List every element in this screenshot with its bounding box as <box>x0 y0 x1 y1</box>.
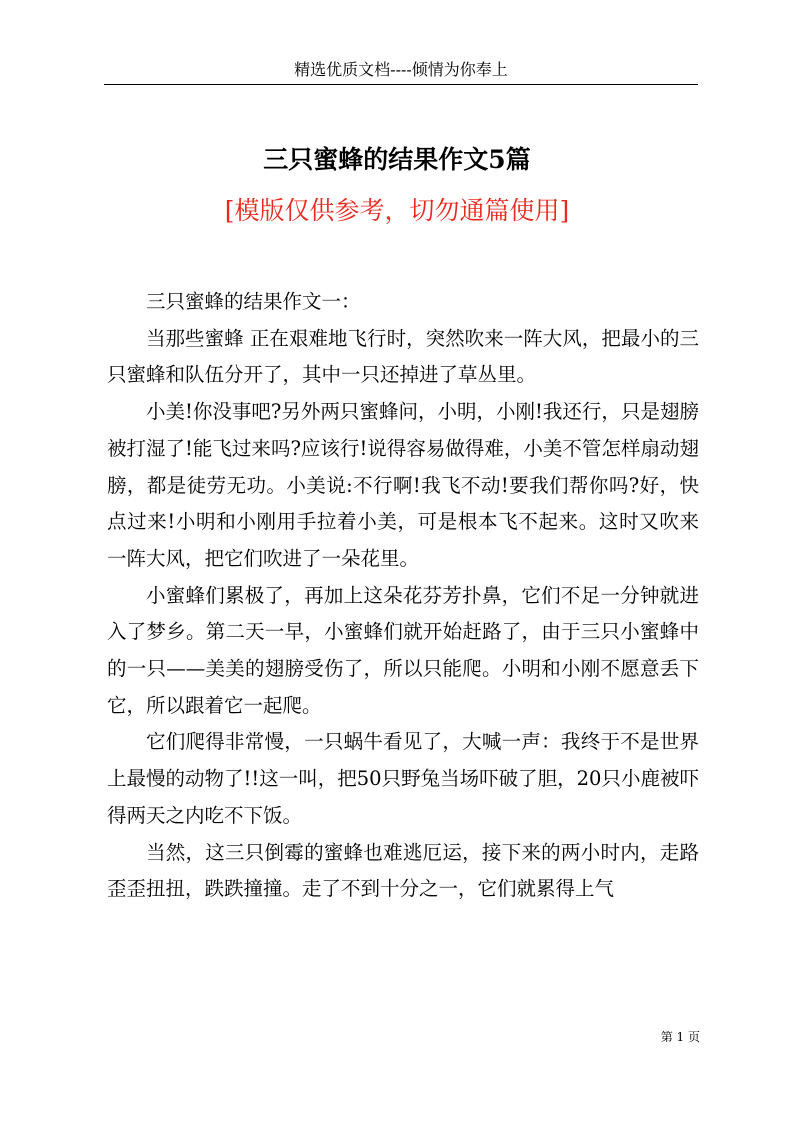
document-subtitle: [模版仅供参考，切勿通篇使用] <box>224 196 570 225</box>
paragraph-2: 当那些蜜蜂 正在艰难地飞行时，突然吹来一阵大风，把最小的三只蜜蜂和队伍分开了，其中一只还掉进了草丛里。 <box>107 326 699 387</box>
page-header <box>104 58 698 85</box>
paragraph-4: 小蜜蜂们累极了，再加上这朵花芬芳扑鼻，它们不足一分钟就进入了梦乡。第二天一早，小蜜蜂们就开始赶路了，由于三只小蜜蜂中的一只——美美的翅膀受伤了，所以只能爬。小明和小刚不愿意丢下它，所以跟着它一起爬。 <box>107 583 699 717</box>
document-body <box>107 284 699 908</box>
paragraph-5: 它们爬得非常慢，一只蜗牛看见了，大喊一声：我终于不是世界上最慢的动物了!!这一叫，把50只野兔当场吓破了胆，20只小鹿被吓得两天之内吃不下饭。 <box>107 730 699 827</box>
paragraph-1: 三只蜜蜂的结果作文一： <box>146 290 361 313</box>
document-title: 三只蜜蜂的结果作文5篇 <box>263 145 531 174</box>
page-number: 第 1 页 <box>660 1030 700 1044</box>
paragraph-3: 小美!你没事吧?另外两只蜜蜂问，小明，小刚!我还行，只是翅膀被打湿了!能飞过来吗?应该行!说得容易做得难，小美不管怎样扇动翅膀，都是徒劳无功。小美说:不行啊!我飞不动!要我们帮你吗?好，快点过来!小明和小刚用手拉着小美，可是根本飞不起来。这时又吹来一阵大风，把它们吹进了一朵花里。 <box>107 400 699 570</box>
paragraph-6: 当然，这三只倒霉的蜜蜂也难逃厄运，接下来的两小时内，走路歪歪扭扭，跌跌撞撞。走了不到十分之一，它们就累得上气 <box>107 840 699 901</box>
header-text: 精选优质文档----倾情为你奉上 <box>294 60 508 79</box>
